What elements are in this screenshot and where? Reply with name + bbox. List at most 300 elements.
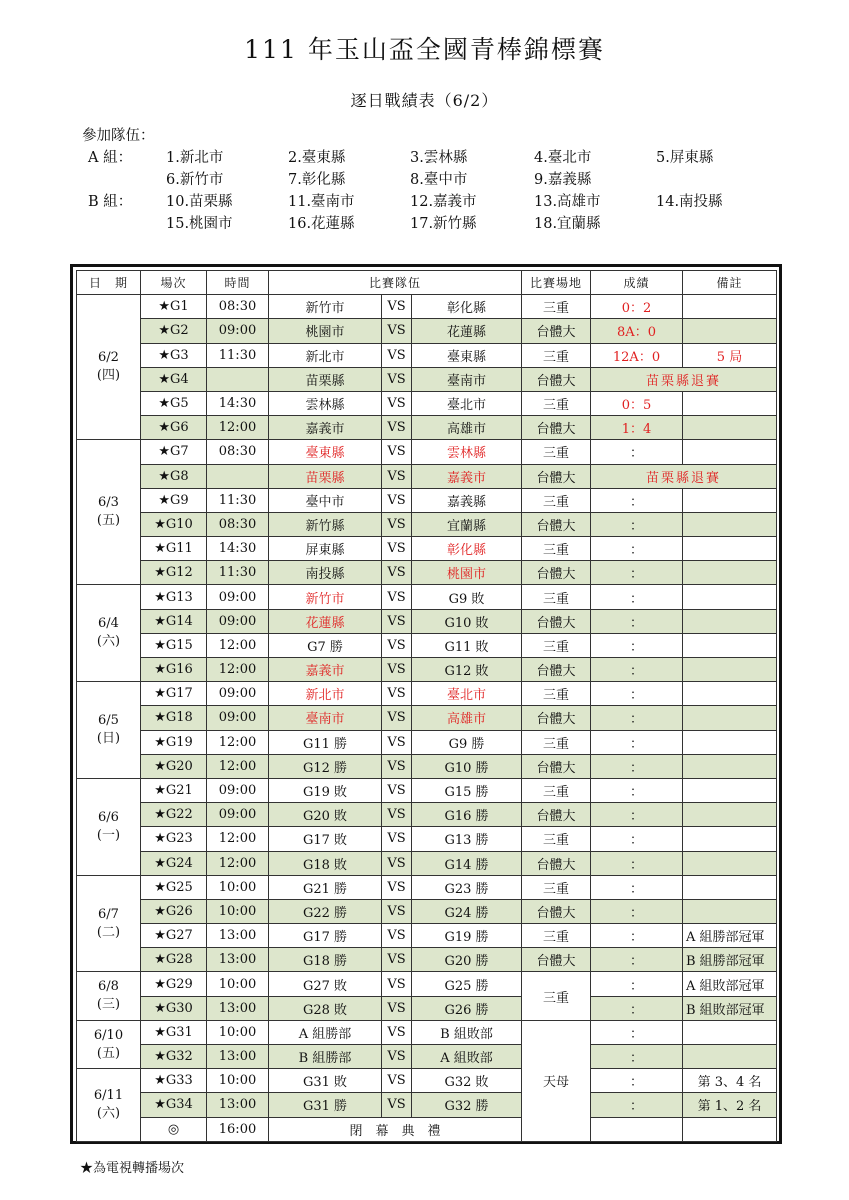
team-name: 3.雲林縣 [410,150,468,166]
empty-cell [591,1117,683,1141]
score: ： [591,1045,683,1069]
score: ： [591,706,683,730]
game-id: ★G30 [141,996,207,1020]
remark [683,706,777,730]
date-cell [77,875,141,972]
team-away: 新竹縣 [269,512,382,536]
game-row [77,899,777,923]
versus: VS [382,730,412,754]
result-withdrawal: 苗栗縣退賽 [591,367,777,391]
venue: 台體大 [522,658,591,682]
team-away: 嘉義市 [269,416,382,440]
date: 6/10 [93,1027,124,1043]
team-away: G18 敗 [269,851,382,875]
versus: VS [382,1020,412,1044]
team-home: 臺東縣 [412,343,522,367]
team-away: 新北市 [269,343,382,367]
team-away: G7 勝 [269,633,382,657]
page-title: 111 年玉山盃全國青棒錦標賽 [244,35,605,64]
date: 6/4 [98,616,119,632]
versus: VS [382,488,412,512]
remark [683,658,777,682]
venue: 台體大 [522,754,591,778]
team-away: G21 勝 [269,875,382,899]
game-time: 09:00 [207,706,269,730]
game-time: 10:00 [207,875,269,899]
game-id: ★G20 [141,754,207,778]
versus: VS [382,875,412,899]
weekday: (五) [96,513,121,529]
venue: 三重 [522,972,591,1020]
game-id: ★G13 [141,585,207,609]
team-home: G25 勝 [412,972,522,996]
game-row [77,1069,777,1093]
score: 8A：0 [591,319,683,343]
team-away: 苗栗縣 [269,464,382,488]
team-away: G22 勝 [269,899,382,923]
remark [683,1020,777,1044]
column-header: 時間 [207,271,269,295]
remark [683,682,777,706]
game-time: 11:30 [207,343,269,367]
game-time: 09:00 [207,803,269,827]
venue: 三重 [522,391,591,415]
versus: VS [382,440,412,464]
venue: 三重 [522,924,591,948]
score: ： [591,561,683,585]
game-id: ★G27 [141,924,207,948]
versus: VS [382,537,412,561]
remark [683,851,777,875]
game-time: 08:30 [207,512,269,536]
team-home: G12 敗 [412,658,522,682]
game-row [77,512,777,536]
versus: VS [382,778,412,802]
column-header: 場次 [141,271,207,295]
date: 6/5 [98,713,119,729]
weekday: (一) [96,827,121,843]
team-home: G11 敗 [412,633,522,657]
remark [683,440,777,464]
game-time: 13:00 [207,1045,269,1069]
team-row [82,213,782,235]
date: 6/11 [93,1087,124,1103]
score: ： [591,658,683,682]
team-home: 嘉義市 [412,464,522,488]
versus: VS [382,682,412,706]
game-row [77,851,777,875]
remark: A 組敗部冠軍 [683,972,777,996]
table-header [77,271,777,295]
game-row [77,609,777,633]
team-home: 高雄市 [412,706,522,730]
versus: VS [382,561,412,585]
game-time: 09:00 [207,585,269,609]
team-name: 17.新竹縣 [410,216,477,232]
score: ： [591,851,683,875]
remark [683,295,777,319]
venue: 三重 [522,440,591,464]
team-home: G23 勝 [412,875,522,899]
remark: 第 1、2 名 [683,1093,777,1117]
weekday: (三) [96,997,121,1013]
game-row [77,633,777,657]
date-cell [77,585,141,682]
score: ： [591,803,683,827]
score: ： [591,827,683,851]
team-away: G31 敗 [269,1069,382,1093]
game-id: ★G28 [141,948,207,972]
team-away: 臺南市 [269,706,382,730]
game-row [77,343,777,367]
score: ： [591,682,683,706]
game-row [77,658,777,682]
team-home: G24 勝 [412,899,522,923]
venue: 三重 [522,295,591,319]
date-cell [77,972,141,1020]
date: 6/8 [98,979,119,995]
game-id: ★G4 [141,367,207,391]
team-name: 9.嘉義縣 [534,172,592,188]
versus: VS [382,899,412,923]
column-header: 日 期 [77,271,141,295]
weekday: (日) [96,731,121,747]
group-label: B 組： [88,194,133,210]
score: ： [591,512,683,536]
team-home: G15 勝 [412,778,522,802]
team-away: 南投縣 [269,561,382,585]
team-name: 1.新北市 [166,150,224,166]
team-away: G27 敗 [269,972,382,996]
versus: VS [382,1093,412,1117]
versus: VS [382,924,412,948]
game-time: 12:00 [207,827,269,851]
ceremony-event: 閉 幕 典 禮 [269,1117,522,1141]
venue: 三重 [522,827,591,851]
game-id: ★G33 [141,1069,207,1093]
versus: VS [382,972,412,996]
page-subtitle: 逐日戰績表（6/2） [350,91,499,110]
team-home: 嘉義縣 [412,488,522,512]
venue: 台體大 [522,319,591,343]
game-time: 09:00 [207,682,269,706]
venue: 台體大 [522,464,591,488]
game-row [77,295,777,319]
team-away: A 組勝部 [269,1020,382,1044]
game-time: 12:00 [207,730,269,754]
team-name: 5.屏東縣 [656,150,714,166]
team-home: 花蓮縣 [412,319,522,343]
game-time [207,464,269,488]
game-time: 11:30 [207,488,269,512]
game-time: 12:00 [207,633,269,657]
date-cell [77,778,141,875]
game-row [77,778,777,802]
versus: VS [382,851,412,875]
game-row [77,972,777,996]
versus: VS [382,416,412,440]
game-row [77,440,777,464]
team-name: 2.臺東縣 [288,150,346,166]
team-away: 桃園市 [269,319,382,343]
team-home: 雲林縣 [412,440,522,464]
team-name: 13.高雄市 [534,194,601,210]
versus: VS [382,295,412,319]
game-row [77,537,777,561]
score: ： [591,899,683,923]
versus: VS [382,1045,412,1069]
game-time: 12:00 [207,851,269,875]
remark [683,609,777,633]
venue: 三重 [522,343,591,367]
venue: 台體大 [522,512,591,536]
game-time: 13:00 [207,996,269,1020]
venue: 三重 [522,778,591,802]
team-away: 臺中市 [269,488,382,512]
remark [683,827,777,851]
team-home: G32 勝 [412,1093,522,1117]
game-id: ★G19 [141,730,207,754]
date: 6/7 [98,906,119,922]
remark [683,754,777,778]
team-away: 新竹市 [269,585,382,609]
remark [683,319,777,343]
game-time [207,367,269,391]
game-row [77,585,777,609]
versus: VS [382,1069,412,1093]
teams-heading: 參加隊伍： [82,128,155,144]
game-row [77,488,777,512]
team-away: 苗栗縣 [269,367,382,391]
team-away: G17 勝 [269,924,382,948]
game-time: 13:00 [207,1093,269,1117]
team-name: 12.嘉義市 [410,194,477,210]
team-away: G18 勝 [269,948,382,972]
team-away: 屏東縣 [269,537,382,561]
venue: 三重 [522,633,591,657]
team-home: G13 勝 [412,827,522,851]
team-away: G31 勝 [269,1093,382,1117]
versus: VS [382,754,412,778]
remark [683,585,777,609]
score: ： [591,609,683,633]
date-cell [77,295,141,440]
game-id: ★G9 [141,488,207,512]
team-away: G19 敗 [269,778,382,802]
remark [683,416,777,440]
team-name: 7.彰化縣 [288,172,346,188]
game-row [77,1045,777,1069]
versus: VS [382,658,412,682]
team-name: 14.南投縣 [656,194,723,210]
date: 6/2 [98,350,119,366]
game-id: ★G1 [141,295,207,319]
weekday: (五) [96,1045,121,1061]
ceremony-mark: ◎ [141,1117,207,1141]
team-row [82,147,782,169]
score: ： [591,1093,683,1117]
team-home: 彰化縣 [412,537,522,561]
team-name: 15.桃園市 [166,216,233,232]
venue: 台體大 [522,899,591,923]
team-away: G28 敗 [269,996,382,1020]
versus: VS [382,633,412,657]
versus: VS [382,996,412,1020]
game-id: ★G17 [141,682,207,706]
game-id: ★G32 [141,1045,207,1069]
score: ： [591,730,683,754]
game-row [77,996,777,1020]
game-time: 11:30 [207,561,269,585]
team-home: G9 勝 [412,730,522,754]
score: ： [591,537,683,561]
date-cell [77,1069,141,1142]
team-away: 臺東縣 [269,440,382,464]
schedule-frame [70,264,782,1144]
team-name: 10.苗栗縣 [166,194,233,210]
remark [683,633,777,657]
venue: 台體大 [522,948,591,972]
team-away: G17 敗 [269,827,382,851]
team-away: 嘉義市 [269,658,382,682]
team-away: 新北市 [269,682,382,706]
column-header: 備註 [683,271,777,295]
remark [683,488,777,512]
game-time: 14:30 [207,391,269,415]
score: ： [591,875,683,899]
venue: 台體大 [522,416,591,440]
game-row [77,730,777,754]
versus: VS [382,585,412,609]
game-row [77,754,777,778]
game-id: ★G11 [141,537,207,561]
game-row [77,319,777,343]
remark [683,1045,777,1069]
team-away: G11 勝 [269,730,382,754]
remark [683,561,777,585]
game-time: 14:30 [207,537,269,561]
team-row [82,191,782,213]
game-id: ★G6 [141,416,207,440]
score: ： [591,972,683,996]
game-id: ★G18 [141,706,207,730]
weekday: (二) [96,924,121,940]
score: 0：5 [591,391,683,415]
versus: VS [382,391,412,415]
team-name: 16.花蓮縣 [288,216,355,232]
team-home: G14 勝 [412,851,522,875]
date-cell [77,1020,141,1068]
versus: VS [382,948,412,972]
team-name: 6.新竹市 [166,172,224,188]
game-row [77,948,777,972]
game-id: ★G10 [141,512,207,536]
game-row [77,416,777,440]
versus: VS [382,319,412,343]
game-id: ★G21 [141,778,207,802]
team-away: 新竹市 [269,295,382,319]
score: ： [591,996,683,1020]
versus: VS [382,343,412,367]
venue: 三重 [522,537,591,561]
game-id: ★G23 [141,827,207,851]
game-id: ★G8 [141,464,207,488]
game-id: ★G3 [141,343,207,367]
game-row [77,803,777,827]
remark [683,730,777,754]
game-row [77,1020,777,1044]
venue: 台體大 [522,706,591,730]
date-cell [77,440,141,585]
team-home: 高雄市 [412,416,522,440]
score: ： [591,924,683,948]
empty-cell [683,1117,777,1141]
team-name: 4.臺北市 [534,150,592,166]
game-row [77,827,777,851]
score: 0：2 [591,295,683,319]
game-row [77,924,777,948]
versus: VS [382,706,412,730]
remark [683,537,777,561]
remark: B 組敗部冠軍 [683,996,777,1020]
date-cell [77,682,141,779]
game-time: 09:00 [207,609,269,633]
versus: VS [382,464,412,488]
score: 12A：0 [591,343,683,367]
venue: 三重 [522,585,591,609]
game-row [77,367,777,391]
score: ： [591,585,683,609]
remark [683,899,777,923]
team-name: 11.臺南市 [288,194,355,210]
venue: 台體大 [522,367,591,391]
game-id: ★G22 [141,803,207,827]
team-row [82,169,782,191]
game-id: ★G12 [141,561,207,585]
remark: 5 局 [683,343,777,367]
game-id: ★G29 [141,972,207,996]
team-home: A 組敗部 [412,1045,522,1069]
score: ： [591,633,683,657]
venue: 台體大 [522,851,591,875]
score: ： [591,440,683,464]
game-row [77,464,777,488]
remark [683,875,777,899]
game-row [77,682,777,706]
result-withdrawal: 苗栗縣退賽 [591,464,777,488]
game-time: 12:00 [207,754,269,778]
game-id: ★G7 [141,440,207,464]
closing-ceremony-row [77,1117,777,1141]
game-id: ★G14 [141,609,207,633]
team-home: 臺南市 [412,367,522,391]
game-time: 09:00 [207,778,269,802]
game-id: ★G31 [141,1020,207,1044]
score: ： [591,948,683,972]
venue: 天母 [522,1020,591,1141]
versus: VS [382,803,412,827]
date: 6/6 [98,809,119,825]
game-time: 08:30 [207,295,269,319]
game-time: 13:00 [207,924,269,948]
remark: 第 3、4 名 [683,1069,777,1093]
versus: VS [382,367,412,391]
team-away: G20 敗 [269,803,382,827]
remark [683,803,777,827]
game-id: ★G34 [141,1093,207,1117]
venue: 三重 [522,875,591,899]
game-time: 13:00 [207,948,269,972]
